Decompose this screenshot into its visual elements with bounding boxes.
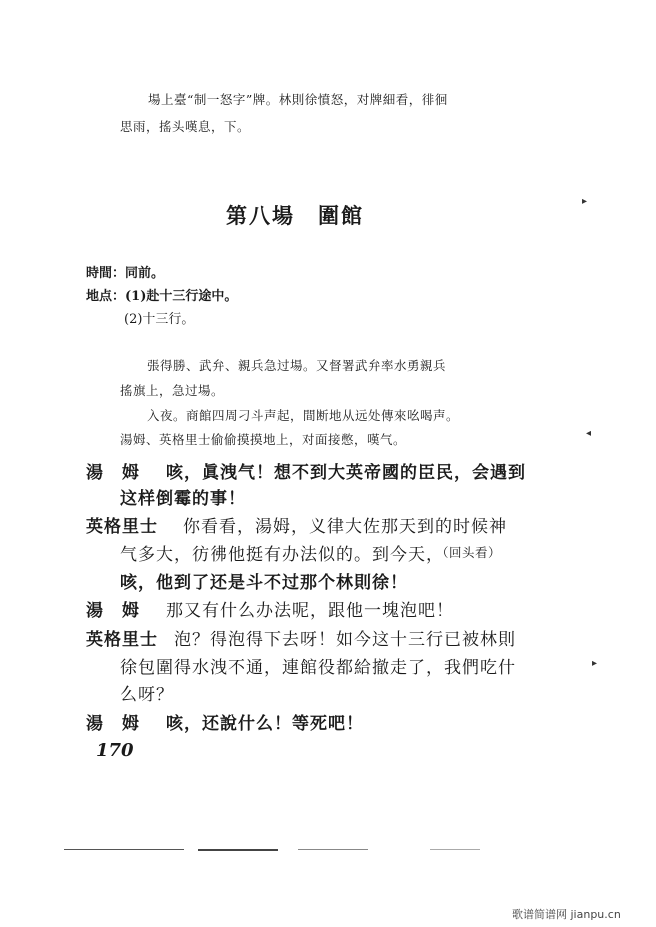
stage-line-3: 入夜。商館四周刁斗声起，間断地从远处傳來吆喝声。 <box>147 408 460 423</box>
scan-artifact-line <box>64 849 184 850</box>
scan-artifact-line <box>430 849 480 850</box>
scan-mark: ◂ <box>586 428 592 439</box>
place-line-1: 地点：(1)赴十三行途中。 <box>86 289 238 304</box>
dialogue-line: 气多大，彷彿他挺有办法似的。到今天， <box>120 545 444 565</box>
speaker-tom: 湯 姆 <box>86 463 140 483</box>
watermark: 歌谱简谱网 jianpu.cn <box>512 908 621 921</box>
scan-mark: ▸ <box>592 658 598 669</box>
dialogue-line: 么呀？ <box>120 685 174 705</box>
scan-mark: ▸ <box>582 196 588 207</box>
scene-title: 第八場 圍館 <box>226 203 364 228</box>
dialogue-line: 徐包圍得水洩不通，連館役都給撤走了，我們吃什 <box>120 658 516 678</box>
stage-line-1: 張得勝、武弁、親兵急过場。又督署武弁率水勇親兵 <box>147 358 447 373</box>
speaker-inglis: 英格里士 <box>86 517 158 537</box>
stage-aside: （回头看） <box>436 545 502 560</box>
dialogue-line: 这样倒霉的事！ <box>120 489 246 509</box>
dialogue-line: 咳，还說什么！等死吧！ <box>166 714 364 734</box>
page-number: 170 <box>96 740 134 761</box>
dialogue-line: 那又有什么办法呢，跟他一塊泡吧！ <box>166 601 454 621</box>
time-line: 時間：同前。 <box>86 266 165 281</box>
dialogue-line: 泡？得泡得下去呀！如今这十三行已被林則 <box>174 630 516 650</box>
scan-artifact-line <box>198 849 278 851</box>
place-line-2: (2)十三行。 <box>124 312 195 327</box>
dialogue-line: 咳，他到了还是斗不过那个林則徐！ <box>120 573 408 593</box>
speaker-inglis: 英格里士 <box>86 630 158 650</box>
prev-stage-line-2: 思雨，搖头嘆息，下。 <box>120 119 251 134</box>
prev-stage-line-1: 場上臺“制一怒字”牌。林則徐憤怒，对牌細看，徘徊 <box>148 92 448 107</box>
speaker-tom: 湯 姆 <box>86 714 140 734</box>
dialogue-line: 咳，眞洩气！想不到大英帝國的臣民，会遇到 <box>166 463 526 483</box>
speaker-tom: 湯 姆 <box>86 601 140 621</box>
dialogue-line: 你看看，湯姆，义律大佐那天到的时候神 <box>183 517 507 537</box>
scan-artifact-line <box>298 849 368 850</box>
stage-line-2: 搖旗上，急过場。 <box>120 383 225 398</box>
stage-line-4: 湯姆、英格里士偷偷摸摸地上，对面接憋，嘆气。 <box>120 432 407 447</box>
